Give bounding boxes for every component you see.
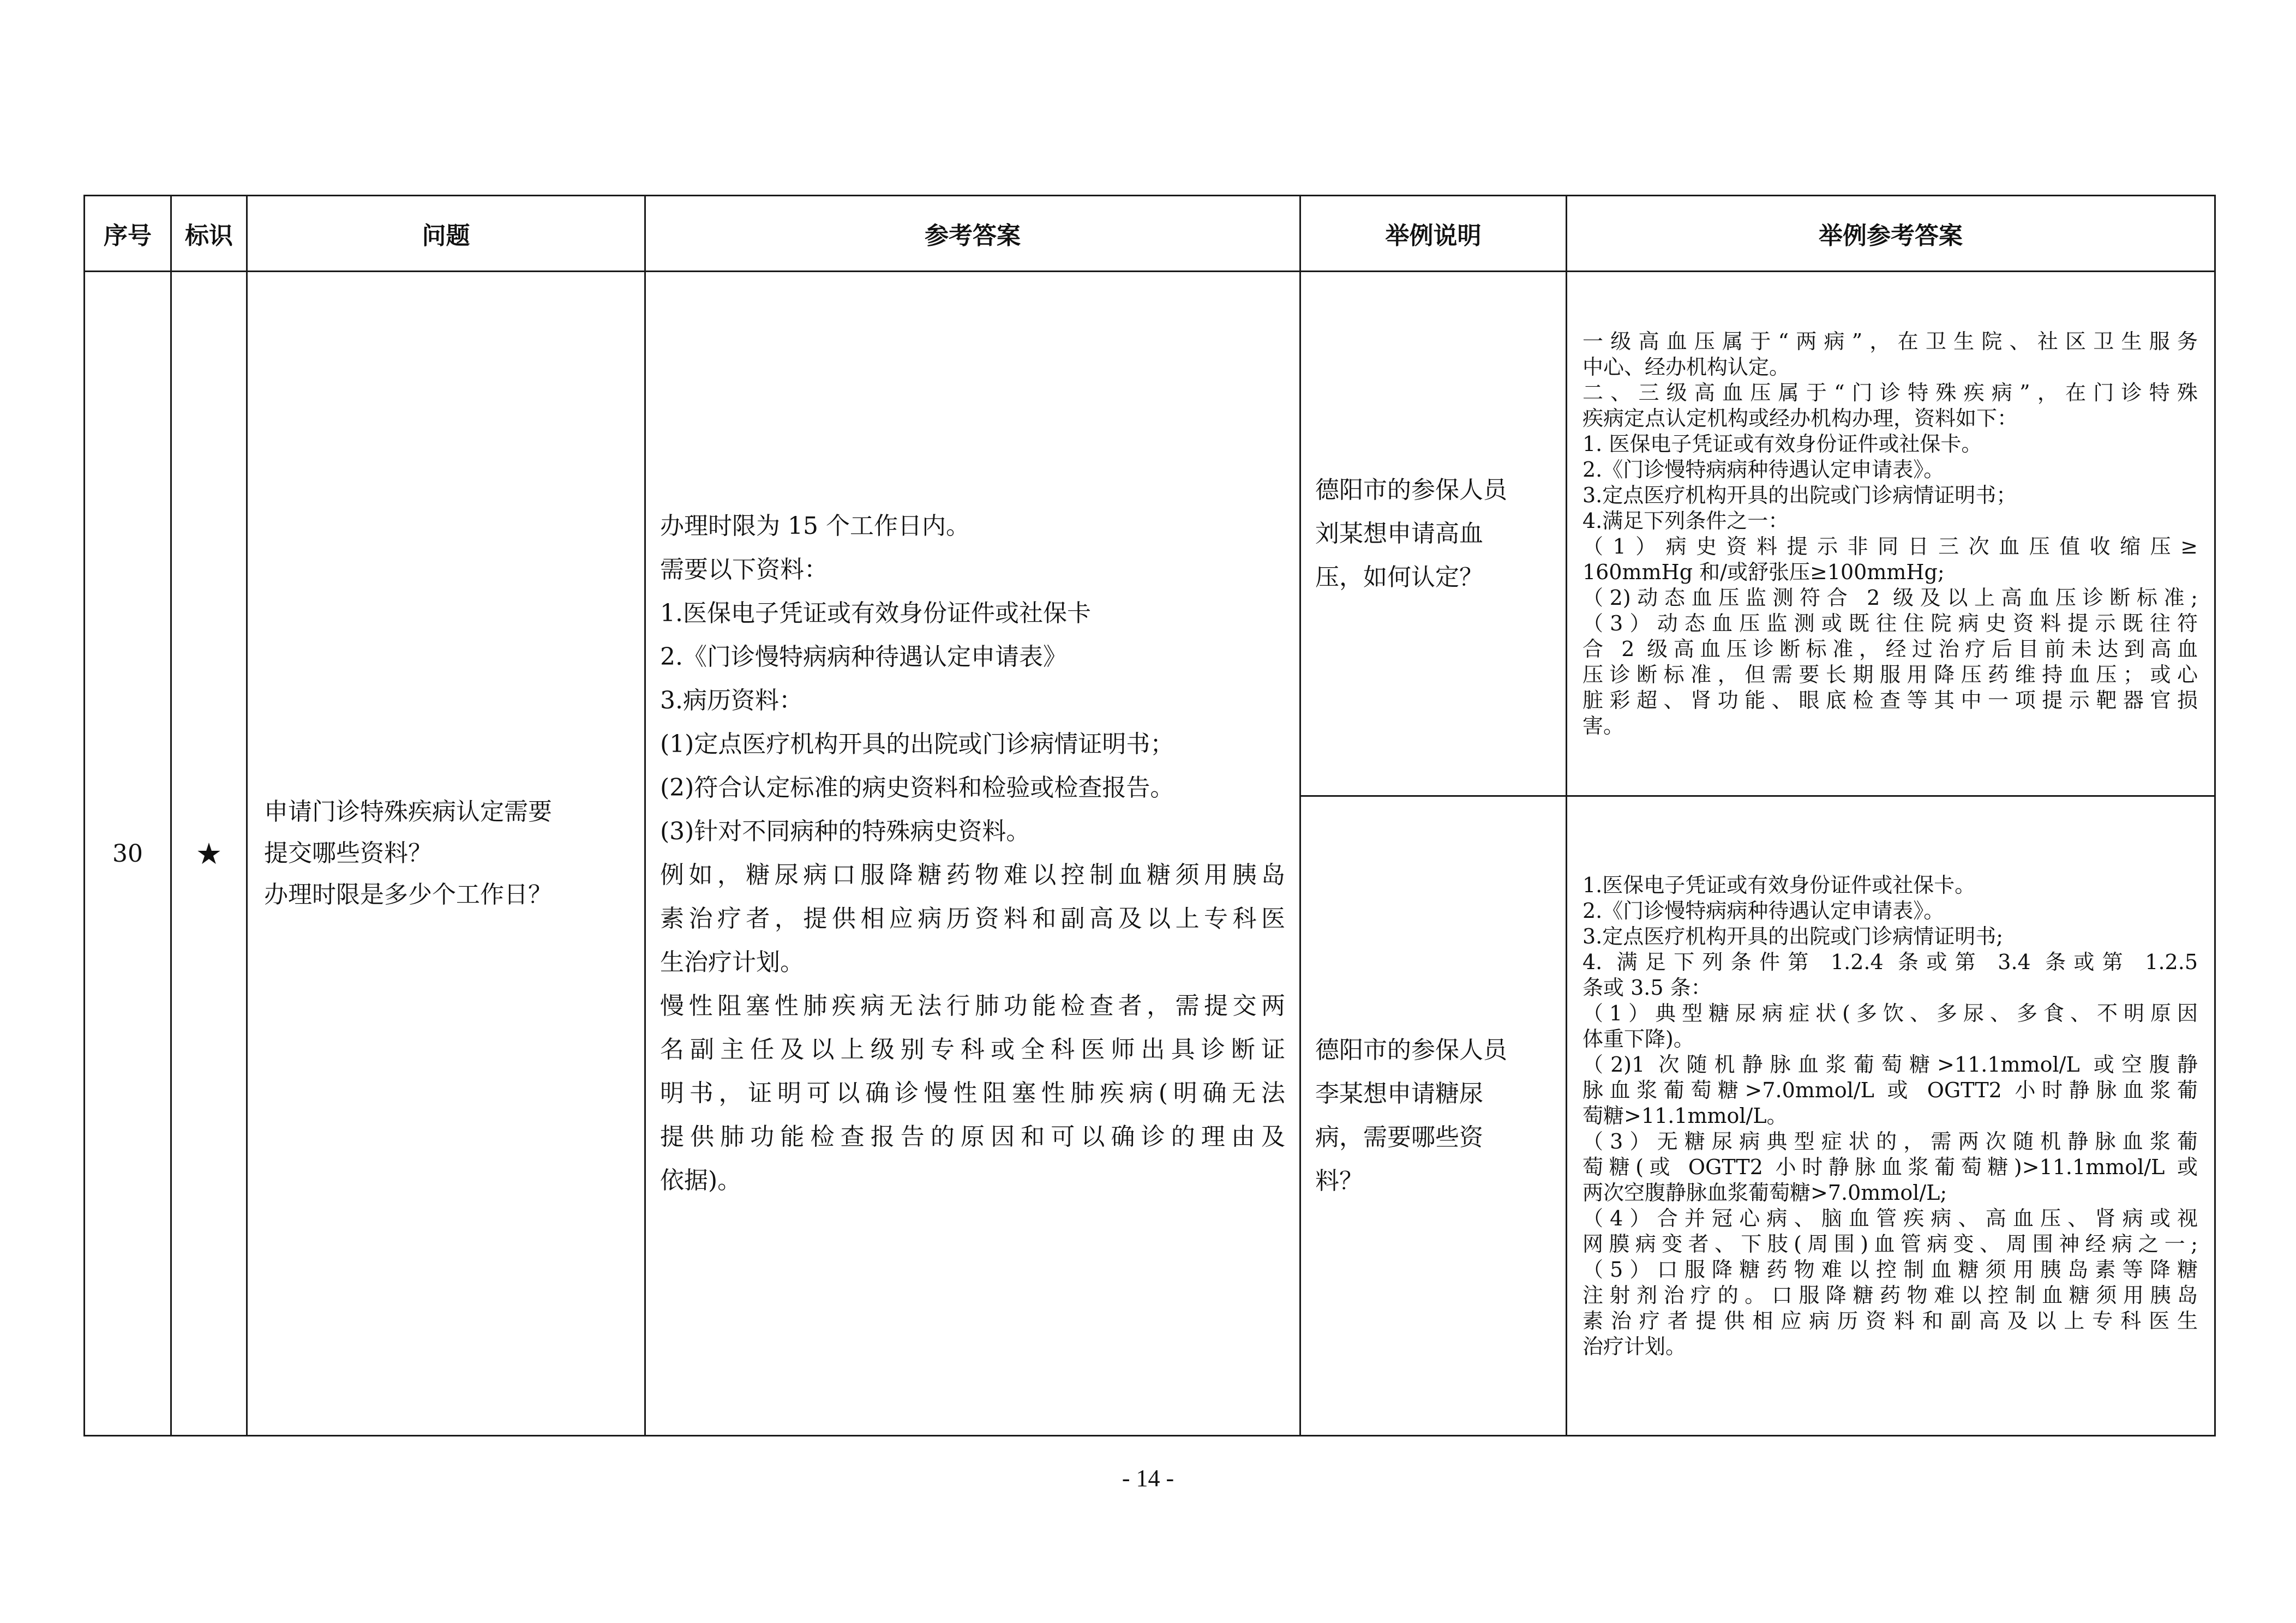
example-answer-line: （5）口服降糖药物难以控制血糖须用胰岛素等降糖 xyxy=(1582,1257,2198,1282)
answer-line: 办理时限为 15 个工作日内。 xyxy=(660,512,970,540)
example-line: 李某想申请糖尿 xyxy=(1315,1080,1483,1108)
answer-line: 生治疗计划。 xyxy=(660,948,804,976)
example-answer-line: 压诊断标准，但需要长期服用降压药维持血压；或心 xyxy=(1582,662,2198,687)
answer-line: 需要以下资料： xyxy=(660,556,828,584)
policy-qa-table xyxy=(83,195,2216,1436)
example-cell-hypertension xyxy=(1300,272,1567,796)
question-line: 申请门诊特殊疾病认定需要 xyxy=(264,798,552,826)
example-answer-line: 脏彩超、肾功能、眼底检查等其中一项提示靶器官损 xyxy=(1582,688,2198,712)
answer-line: 素治疗者，提供相应病历资料和副高及以上专科医 xyxy=(660,905,1285,933)
answer-line: 依据)。 xyxy=(660,1167,742,1194)
example-answer-line: 条或 3.5 条： xyxy=(1582,975,1712,1000)
answer-line: 提供肺功能检查报告的原因和可以确诊的理由及 xyxy=(660,1123,1285,1151)
example-answer-line: 1.医保电子凭证或有效身份证件或社保卡。 xyxy=(1582,873,1976,897)
example-answer-cell-hypertension xyxy=(1567,272,2215,796)
example-answer-line: 网膜病变者、下肢(周围)血管病变、周围神经病之一; xyxy=(1582,1231,2198,1256)
header-reference-answer: 参考答案 xyxy=(645,196,1300,272)
reference-answer-cell xyxy=(645,272,1300,1436)
example-line: 德阳市的参保人员 xyxy=(1315,1036,1507,1064)
example-answer-line: 一级高血压属于“两病”，在卫生院、社区卫生服务 xyxy=(1582,329,2198,353)
answer-line: (2)符合认定标准的病史资料和检验或检查报告。 xyxy=(660,774,1174,802)
header-question: 问题 xyxy=(247,196,645,272)
example-line: 病，需要哪些资 xyxy=(1315,1123,1483,1151)
example-line: 德阳市的参保人员 xyxy=(1315,476,1507,504)
header-number: 序号 xyxy=(85,196,171,272)
page-number: - 14 - xyxy=(1122,1465,1174,1492)
example-answer-line: （1）典型糖尿病症状(多饮、多尿、多食、不明原因 xyxy=(1582,1001,2198,1025)
example-answer-line: 2.《门诊慢特病病种待遇认定申请表》。 xyxy=(1582,898,1945,923)
example-answer-line: 3.定点医疗机构开具的出院或门诊病情证明书; xyxy=(1582,924,2004,948)
answer-line: 例如，糖尿病口服降糖药物难以控制血糖须用胰岛 xyxy=(660,861,1285,889)
answer-line: 明书，证明可以确诊慢性阻塞性肺疾病(明确无法 xyxy=(660,1079,1285,1107)
example-answer-line: 合 2 级高血压诊断标准，经过治疗后目前未达到高血 xyxy=(1582,636,2198,661)
row-number: 30 xyxy=(85,272,171,1436)
answer-line: 2.《门诊慢特病病种待遇认定申请表》 xyxy=(660,643,1067,671)
header-example: 举例说明 xyxy=(1300,196,1567,272)
example-answer-line: （4）合并冠心病、脑血管疾病、高血压、肾病或视 xyxy=(1582,1206,2198,1230)
example-answer-line: （2)动态血压监测符合 2 级及以上高血压诊断标准; xyxy=(1582,585,2198,610)
example-answer-line: （1）病史资料提示非同日三次血压值收缩压≥ xyxy=(1582,534,2198,558)
example-answer-line: （3）动态血压监测或既往住院病史资料提示既往符 xyxy=(1582,611,2198,635)
example-answer-line: 疾病定点认定机构或经办机构办理，资料如下： xyxy=(1582,406,2018,430)
example-answer-line: 4. 满足下列条件第 1.2.4 条或第 3.4 条或第 1.2.5 xyxy=(1582,949,2198,974)
example-answer-line: 4.满足下列条件之一： xyxy=(1582,508,1789,533)
table-header-row xyxy=(85,196,2215,272)
example-answer-line: 体重下降)。 xyxy=(1582,1026,1694,1051)
answer-line: 1.医保电子凭证或有效身份证件或社保卡 xyxy=(660,599,1091,627)
example-answer-line: 害。 xyxy=(1582,713,1624,738)
example-answer-line: 素治疗者提供相应病历资料和副高及以上专科医生 xyxy=(1582,1308,2198,1333)
example-answer-line: 脉血浆葡萄糖>7.0mmol/L 或 OGTT2 小时静脉血浆葡 xyxy=(1582,1078,2198,1102)
answer-line: 3.病历资料： xyxy=(660,687,803,714)
example-answer-line: 治疗计划。 xyxy=(1582,1334,1687,1358)
example-answer-line: 两次空腹静脉血浆葡萄糖>7.0mmol/L; xyxy=(1582,1180,1947,1205)
example-answer-line: 3.定点医疗机构开具的出院或门诊病情证明书； xyxy=(1582,483,2017,507)
answer-line: 名副主任及以上级别专科或全科医师出具诊断证 xyxy=(660,1036,1285,1063)
star-icon: ★ xyxy=(171,272,247,1436)
example-answer-line: 萄糖>11.1mmol/L。 xyxy=(1582,1103,1788,1128)
example-answer-line: 注射剂治疗的。口服降糖药物难以控制血糖须用胰岛 xyxy=(1582,1283,2198,1307)
example-answer-line: 二、三级高血压属于“门诊特殊疾病”，在门诊特殊 xyxy=(1582,380,2198,405)
example-cell-diabetes xyxy=(1300,796,1567,1436)
question-line: 办理时限是多少个工作日？ xyxy=(264,881,552,909)
example-answer-line: 2.《门诊慢特病病种待遇认定申请表》。 xyxy=(1582,457,1945,482)
header-mark: 标识 xyxy=(171,196,247,272)
answer-line: (3)针对不同病种的特殊病史资料。 xyxy=(660,817,1030,845)
example-answer-line: （3）无糖尿病典型症状的，需两次随机静脉血浆葡 xyxy=(1582,1129,2198,1153)
example-answer-line: 萄糖(或 OGTT2 小时静脉血浆葡萄糖)>11.1mmol/L 或 xyxy=(1582,1155,2198,1179)
header-example-answer: 举例参考答案 xyxy=(1567,196,2215,272)
answer-line: 慢性阻塞性肺疾病无法行肺功能检查者，需提交两 xyxy=(660,992,1285,1020)
example-answer-line: （2)1 次随机静脉血浆葡萄糖>11.1mmol/L 或空腹静 xyxy=(1582,1052,2198,1077)
example-answer-line: 160mmHg 和/或舒张压≥100mmHg; xyxy=(1582,560,1945,584)
example-line: 压，如何认定？ xyxy=(1315,563,1483,591)
answer-line: (1)定点医疗机构开具的出院或门诊病情证明书； xyxy=(660,730,1174,758)
table-row xyxy=(85,272,2215,796)
example-line: 刘某想申请高血 xyxy=(1315,519,1483,548)
example-line: 料？ xyxy=(1315,1167,1363,1195)
example-answer-cell-diabetes xyxy=(1567,796,2215,1436)
question-line: 提交哪些资料？ xyxy=(264,839,432,867)
example-answer-line: 1. 医保电子凭证或有效身份证件或社保卡。 xyxy=(1582,431,1982,456)
question-cell xyxy=(247,272,645,1436)
example-answer-line: 中心、经办机构认定。 xyxy=(1582,354,1790,379)
